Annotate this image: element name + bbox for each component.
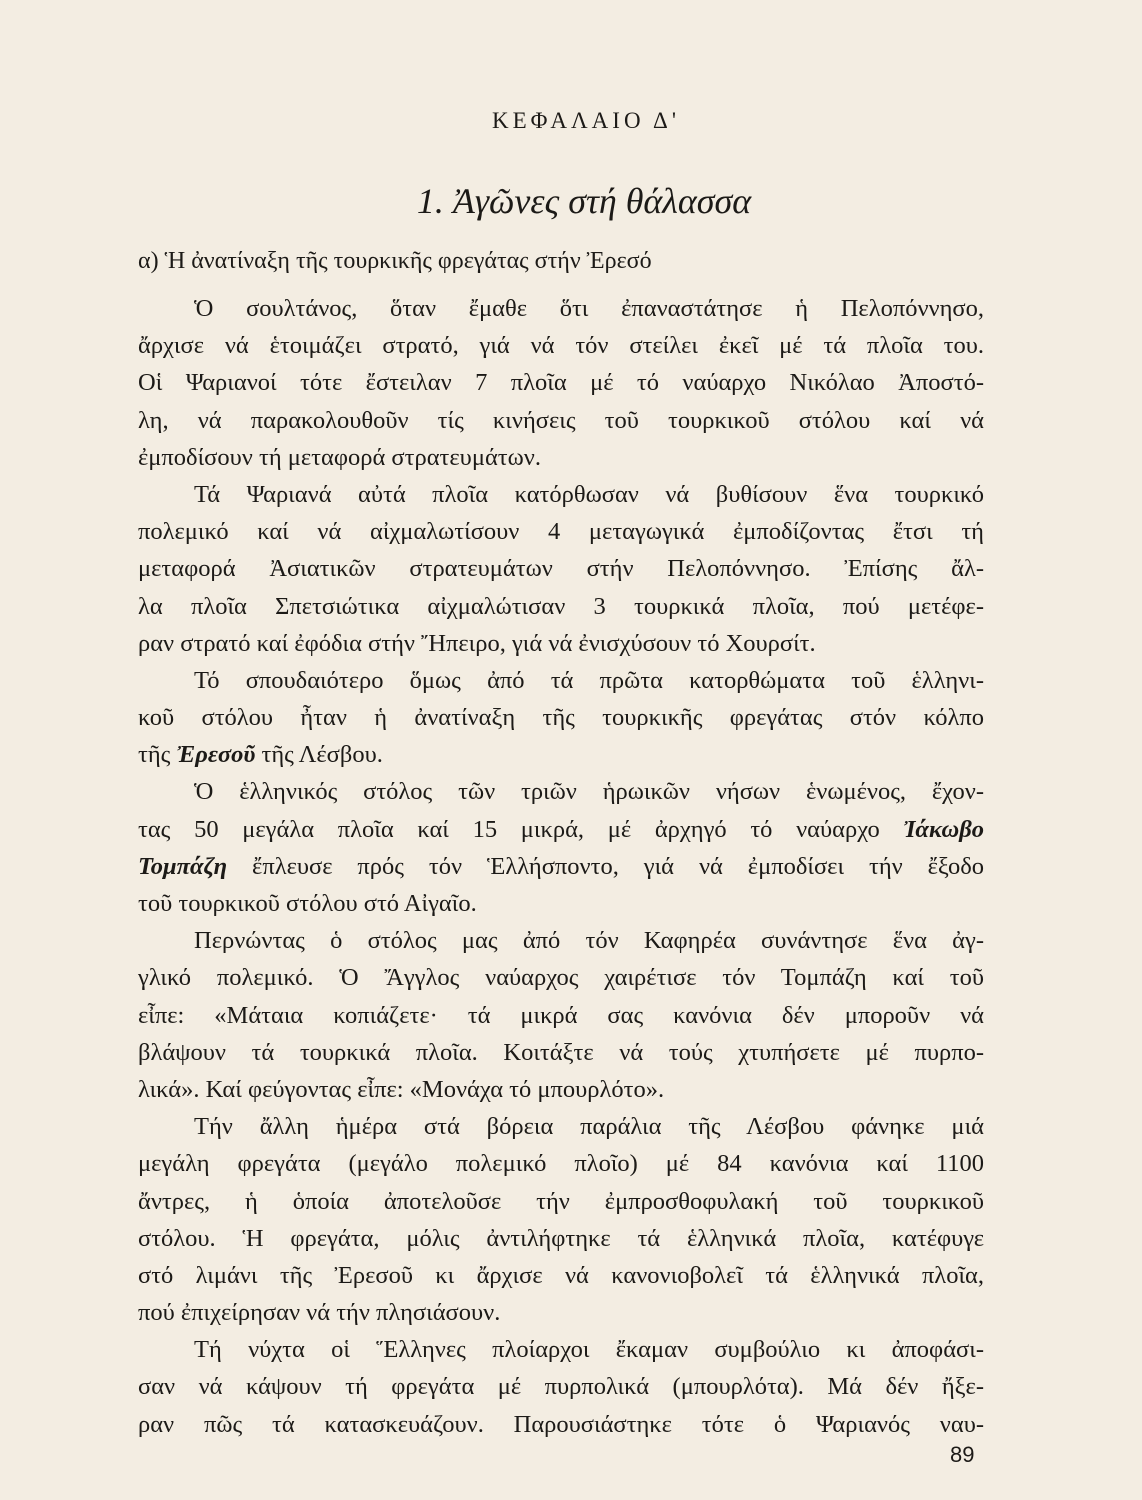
text-line: ἐμποδίσουν τή μεταφορά στρατευμάτων. [138,443,541,471]
text-line: ἄντρες, ἡ ὁποία ἀποτελοῦσε τήν ἐμπροσθοφυλακή τοῦ τουρκικοῦ [138,1187,984,1215]
body-text [138,290,984,1443]
text-run: ἔπλευσε πρός τόν Ἑλλήσποντο, γιά νά ἐμποδίσει τήν ἔξοδο [227,852,984,880]
text-line: Ὁ σουλτάνος, ὅταν ἔμαθε ὅτι ἐπαναστάτησε ἡ Πελοπόννησο, [194,295,984,322]
subsection-title: α) Ἡ ἀνατίναξη τῆς τουρκικῆς φρεγάτας στήν Ἐρεσό [138,248,652,274]
person-name-emphasis: Τομπάζη [138,852,228,880]
paragraph [138,476,984,662]
paragraph [138,290,984,476]
text-line: Τό σπουδαιότερο ὅμως ἀπό τά πρῶτα κατορθώματα τοῦ ἑλληνι- [194,666,984,694]
section-title: 1. Ἀγῶνες στή θάλασσα [416,181,752,221]
text-line: βλάψουν τά τουρκικά πλοῖα. Κοιτάξτε νά τούς χτυπήσετε μέ πυρπο- [138,1038,984,1066]
text-line: τοῦ τουρκικοῦ στόλου στό Αἰγαῖο. [138,890,477,917]
chapter-heading: ΚΕΦΑΛΑΙΟ Δ' [492,108,680,133]
text-line: εἶπε: «Μάταια κοπιάζετε· τά μικρά σας κανόνια δέν μποροῦν νά [138,1001,984,1029]
text-line: Οἱ Ψαριανοί τότε ἔστειλαν 7 πλοῖα μέ τό ναύαρχο Νικόλαο Ἀποστό- [138,369,984,397]
text-line [138,848,984,885]
text-line: λα πλοῖα Σπετσιώτικα αἰχμαλώτισαν 3 τουρκικά πλοῖα, πού μετέφε- [138,592,984,620]
text-line: κοῦ στόλου ἦταν ἡ ἀνατίναξη τῆς τουρκικῆς φρεγάτας στόν κόλπο [138,704,984,732]
text-line: Περνώντας ὁ στόλος μας ἀπό τόν Καφηρέα συνάντησε ἕνα ἀγ- [194,927,984,955]
text-line: ραν πῶς τά κατασκευάζουν. Παρουσιάστηκε τότε ὁ Ψαριανός ναυ- [138,1410,984,1438]
text-line: στόλου. Ἡ φρεγάτα, μόλις ἀντιλήφτηκε τά ἑλληνικά πλοῖα, κατέφυγε [138,1224,984,1252]
text-line: ραν στρατό καί ἐφόδια στήν Ἤπειρο, γιά νά ἐνισχύσουν τό Χουρσίτ. [138,629,816,657]
text-line: Ὁ ἑλληνικός στόλος τῶν τριῶν ἡρωικῶν νήσων ἑνωμένος, ἔχον- [194,778,984,806]
paragraph [138,1108,984,1331]
text-line: στό λιμάνι τῆς Ἐρεσοῦ κι ἄρχισε νά κανονιοβολεῖ τά ἑλληνικά πλοῖα, [138,1261,984,1289]
text-run: τῆς Λέσβου. [255,741,383,769]
text-line: λη, νά παρακολουθοῦν τίς κινήσεις τοῦ τουρκικοῦ στόλου καί νά [138,406,984,434]
text-line [138,811,984,848]
text-run: τας 50 μεγάλα πλοῖα καί 15 μικρά, μέ ἀρχηγό τό ναύαρχο [138,815,904,843]
text-line [138,736,984,773]
text-line: πολεμικό καί νά αἰχμαλωτίσουν 4 μεταγωγικά ἐμποδίζοντας ἔτσι τή [138,518,984,546]
text-run: τῆς [138,741,177,769]
text-line: πού ἐπιχείρησαν νά τήν πλησιάσουν. [138,1299,501,1327]
text-line: ἄρχισε νά ἑτοιμάζει στρατό, γιά νά τόν στείλει ἐκεῖ μέ τά πλοῖα του. [138,332,984,360]
text-line: γλικό πολεμικό. Ὁ Ἄγγλος ναύαρχος χαιρέτισε τόν Τομπάζη καί τοῦ [138,964,984,992]
text-line: μεταφορά Ἀσιατικῶν στρατευμάτων στήν Πελοπόννησο. Ἐπίσης ἄλ- [138,555,984,583]
text-line: Τή νύχτα οἱ Ἕλληνες πλοίαρχοι ἔκαμαν συμβούλιο κι ἀποφάσι- [194,1336,984,1364]
page-number: 89 [950,1442,975,1467]
paragraph [138,922,984,1108]
text-line: μεγάλη φρεγάτα (μεγάλο πολεμικό πλοῖο) μέ 84 κανόνια καί 1100 [138,1150,984,1178]
person-name-emphasis: Ἰάκωβο [903,815,984,843]
paragraph [138,773,984,922]
text-line: λικά». Καί φεύγοντας εἶπε: «Μονάχα τό μπουρλότο». [138,1075,665,1103]
place-name-emphasis: Ἐρεσοῦ [176,741,256,769]
text-line: Τά Ψαριανά αὐτά πλοῖα κατόρθωσαν νά βυθίσουν ἕνα τουρκικό [194,480,984,508]
paragraph [138,662,984,774]
text-line: Τήν ἄλλη ἡμέρα στά βόρεια παράλια τῆς Λέσβου φάνηκε μιά [194,1113,984,1141]
paragraph [138,1331,984,1443]
text-line: σαν νά κάψουν τή φρεγάτα μέ πυρπολικά (μπουρλότα). Μά δέν ἤξε- [138,1373,984,1401]
